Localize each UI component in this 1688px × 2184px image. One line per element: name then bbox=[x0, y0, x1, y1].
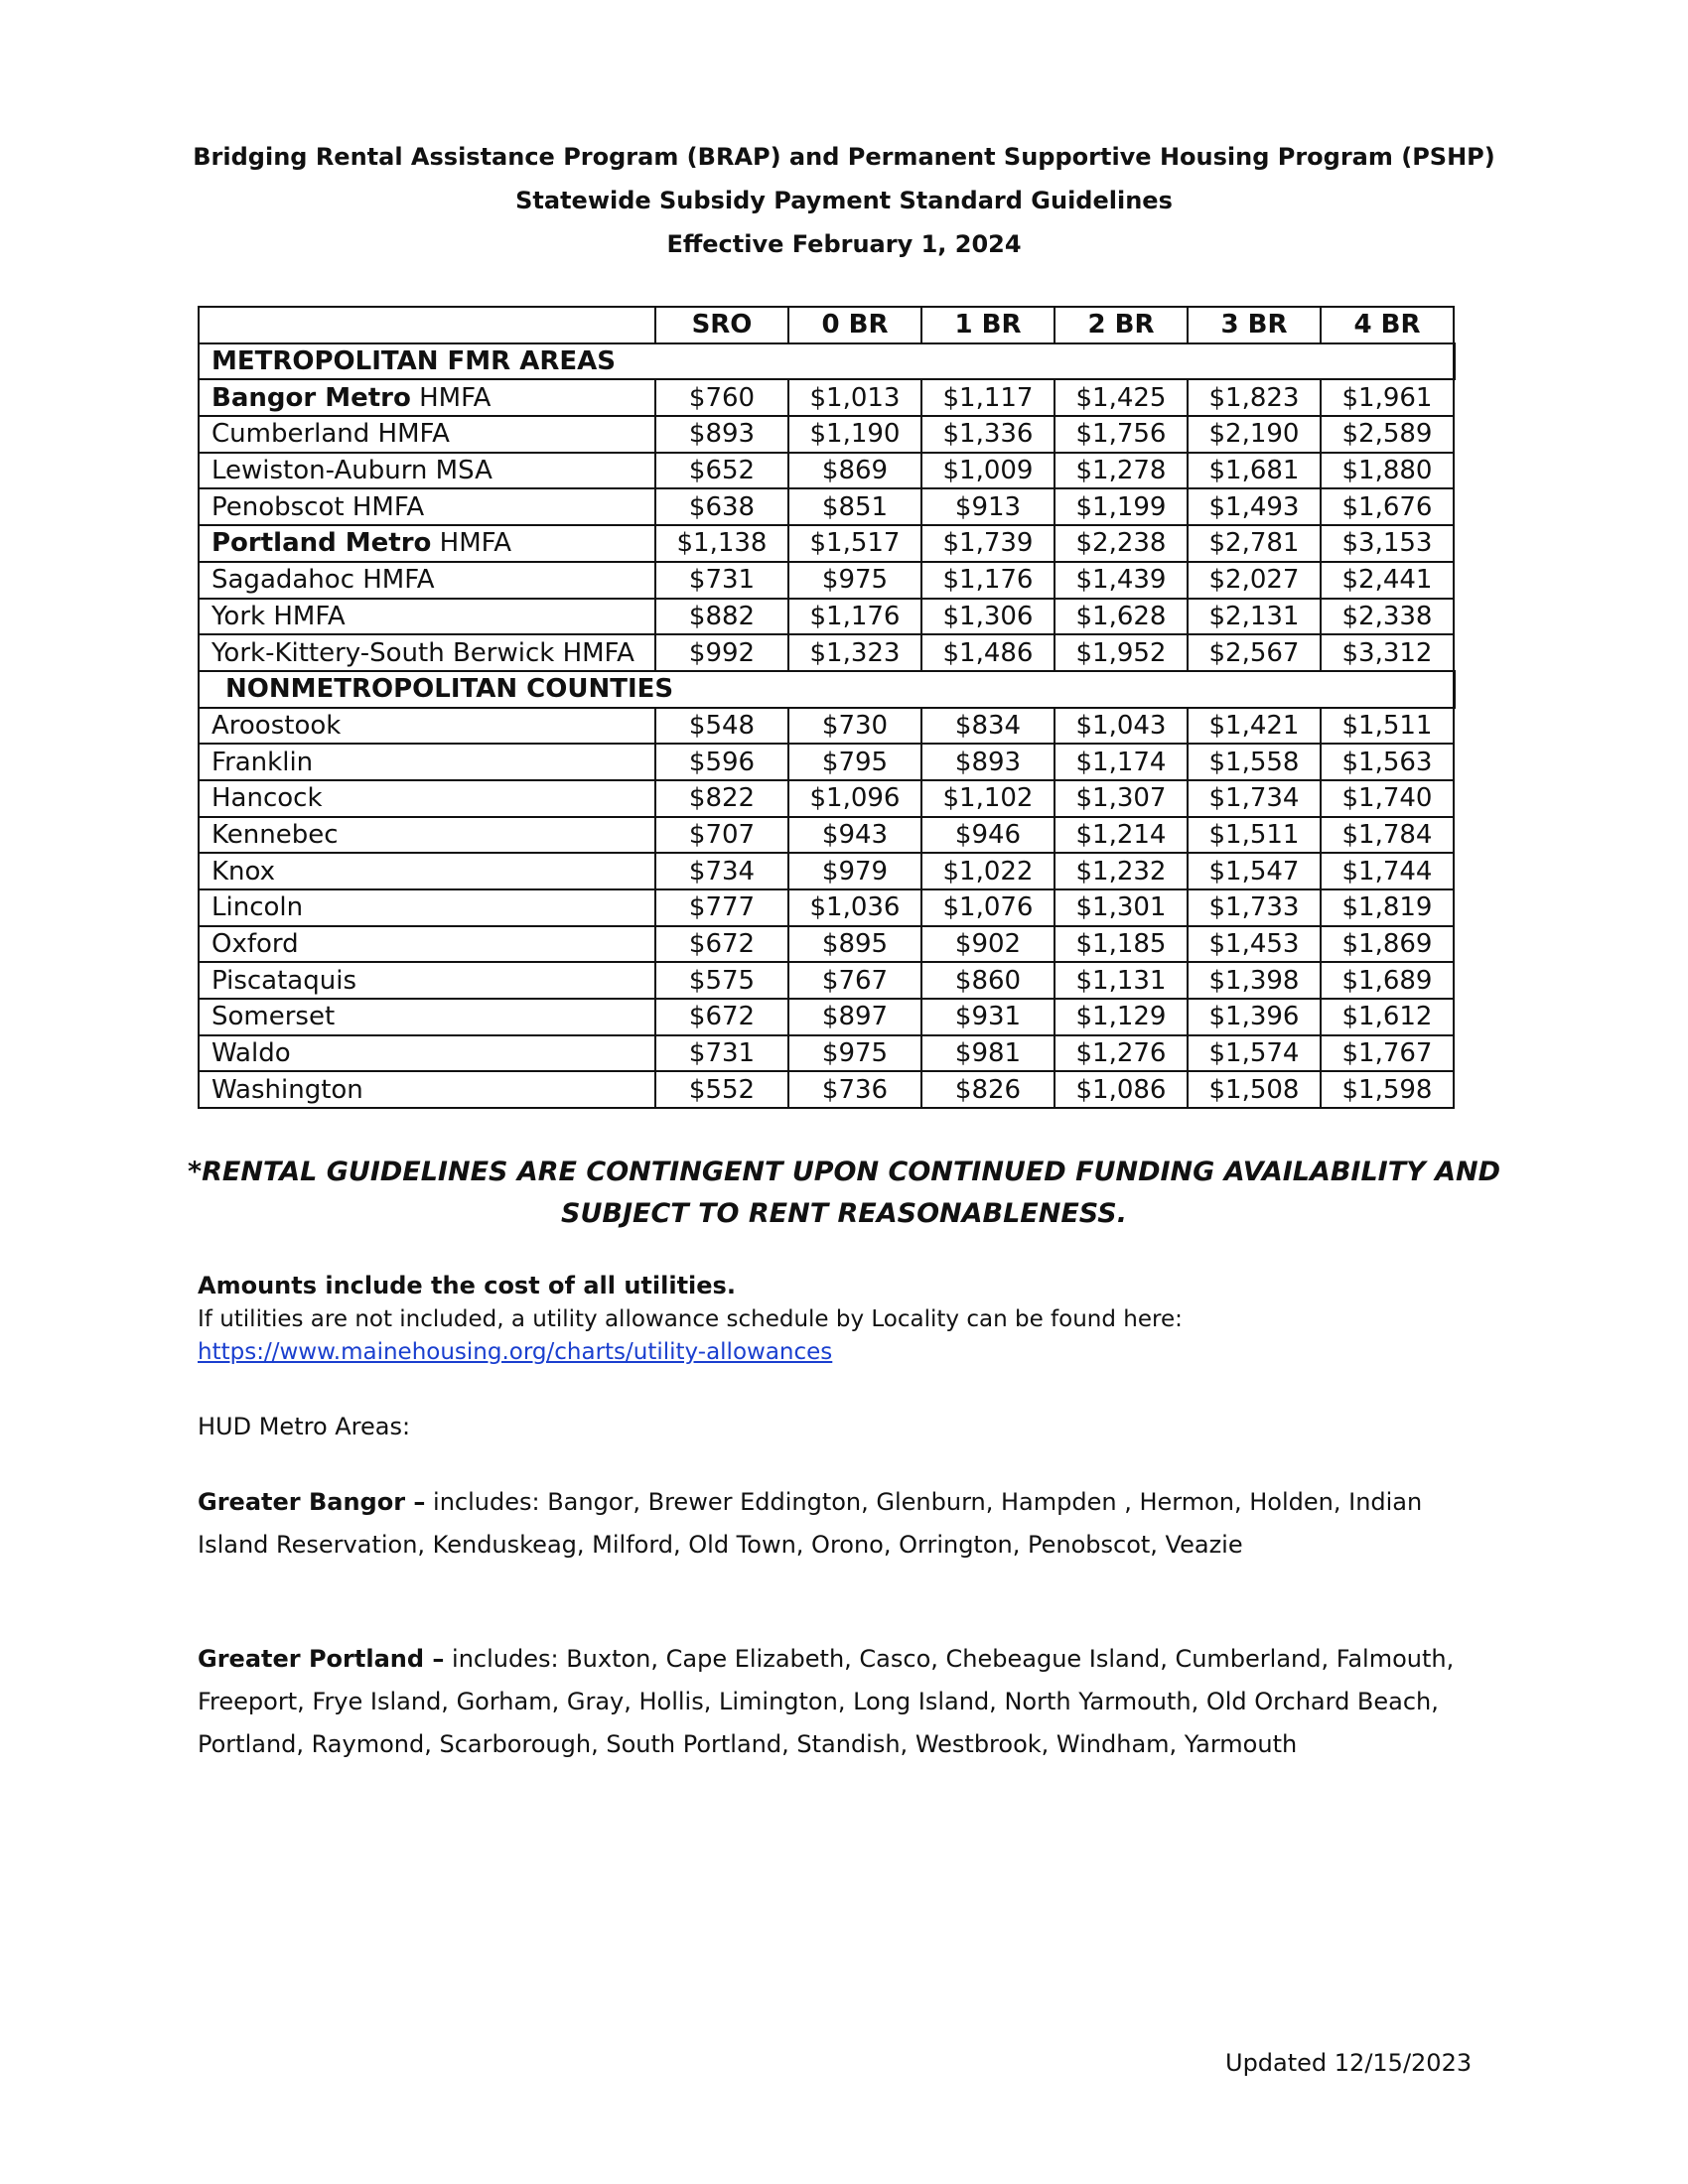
title-line-2: Statewide Subsidy Payment Standard Guidelines bbox=[515, 187, 1173, 214]
rate-cell: $1,176 bbox=[788, 599, 921, 635]
rate-cell: $1,022 bbox=[921, 853, 1055, 889]
rate-cell: $981 bbox=[921, 1035, 1055, 1072]
area-name-cell bbox=[199, 453, 655, 489]
rate-cell: $1,508 bbox=[1188, 1071, 1321, 1108]
rate-cell: $1,676 bbox=[1321, 488, 1454, 525]
rate-cell: $1,547 bbox=[1188, 853, 1321, 889]
rate-cell: $1,398 bbox=[1188, 962, 1321, 999]
rate-cell: $575 bbox=[655, 962, 788, 999]
section-header: NONMETROPOLITAN COUNTIES bbox=[199, 671, 1454, 708]
column-header bbox=[199, 307, 655, 343]
rate-cell: $869 bbox=[788, 453, 921, 489]
greater-portland-label: Greater Portland – bbox=[198, 1645, 445, 1673]
area-name-cell bbox=[199, 634, 655, 671]
hud-metro-areas-heading: HUD Metro Areas: bbox=[198, 1413, 411, 1440]
rate-cell: $1,306 bbox=[921, 599, 1055, 635]
rate-cell: $1,961 bbox=[1321, 379, 1454, 416]
rate-cell: $1,511 bbox=[1188, 817, 1321, 854]
rate-cell: $652 bbox=[655, 453, 788, 489]
area-name: York-Kittery-South Berwick HMFA bbox=[211, 637, 634, 668]
rate-cell: $767 bbox=[788, 962, 921, 999]
rate-cell: $1,214 bbox=[1055, 817, 1188, 854]
rate-cell: $1,396 bbox=[1188, 999, 1321, 1035]
utilities-note-heading: Amounts include the cost of all utilities. bbox=[198, 1272, 736, 1299]
county-name-cell: Aroostook bbox=[199, 708, 655, 745]
rate-cell: $1,598 bbox=[1321, 1071, 1454, 1108]
rate-cell: $548 bbox=[655, 708, 788, 745]
column-header: SRO bbox=[655, 307, 788, 343]
rate-cell: $2,190 bbox=[1188, 416, 1321, 453]
rate-cell: $1,102 bbox=[921, 780, 1055, 817]
county-name-cell: Somerset bbox=[199, 999, 655, 1035]
rate-cell: $638 bbox=[655, 488, 788, 525]
rate-cell: $760 bbox=[655, 379, 788, 416]
rate-cell: $1,453 bbox=[1188, 926, 1321, 963]
table-row bbox=[199, 853, 1454, 889]
rate-cell: $943 bbox=[788, 817, 921, 854]
table-row bbox=[199, 780, 1454, 817]
rate-cell: $1,744 bbox=[1321, 853, 1454, 889]
rate-cell: $1,517 bbox=[788, 525, 921, 562]
rate-cell: $1,199 bbox=[1055, 488, 1188, 525]
greater-portland-paragraph bbox=[198, 1638, 1508, 1766]
rate-cell: $672 bbox=[655, 926, 788, 963]
rate-cell: $1,486 bbox=[921, 634, 1055, 671]
rate-cell: $893 bbox=[921, 744, 1055, 780]
rate-cell: $1,740 bbox=[1321, 780, 1454, 817]
rate-cell: $2,027 bbox=[1188, 562, 1321, 599]
rate-cell: $1,076 bbox=[921, 889, 1055, 926]
rate-cell: $1,185 bbox=[1055, 926, 1188, 963]
rate-cell: $1,869 bbox=[1321, 926, 1454, 963]
rate-cell: $1,425 bbox=[1055, 379, 1188, 416]
utilities-note-text: If utilities are not included, a utility allowance schedule by Locality can be found here: bbox=[198, 1306, 1183, 1332]
rate-cell: $2,131 bbox=[1188, 599, 1321, 635]
rate-cell: $1,307 bbox=[1055, 780, 1188, 817]
title-line-1: Bridging Rental Assistance Program (BRAP) and Permanent Supportive Housing Program (PSHP) bbox=[193, 143, 1495, 171]
area-name: HMFA bbox=[410, 382, 492, 413]
rate-cell: $1,612 bbox=[1321, 999, 1454, 1035]
rate-cell: $1,043 bbox=[1055, 708, 1188, 745]
rate-cell: $1,232 bbox=[1055, 853, 1188, 889]
title-line-3: Effective February 1, 2024 bbox=[666, 230, 1022, 258]
rate-cell: $734 bbox=[655, 853, 788, 889]
rate-cell: $2,441 bbox=[1321, 562, 1454, 599]
rate-cell: $1,009 bbox=[921, 453, 1055, 489]
area-name-cell bbox=[199, 416, 655, 453]
county-name-cell: Franklin bbox=[199, 744, 655, 780]
column-header: 1 BR bbox=[921, 307, 1055, 343]
area-name-cell bbox=[199, 525, 655, 562]
table-body bbox=[199, 343, 1454, 1108]
rate-cell: $822 bbox=[655, 780, 788, 817]
rate-cell: $2,238 bbox=[1055, 525, 1188, 562]
rate-cell: $979 bbox=[788, 853, 921, 889]
rate-cell: $1,421 bbox=[1188, 708, 1321, 745]
rate-cell: $3,153 bbox=[1321, 525, 1454, 562]
area-name-bold: Portland Metro bbox=[211, 528, 432, 559]
rate-cell: $552 bbox=[655, 1071, 788, 1108]
rate-cell: $2,338 bbox=[1321, 599, 1454, 635]
table-row bbox=[199, 999, 1454, 1035]
rate-cell: $2,567 bbox=[1188, 634, 1321, 671]
rate-cell: $992 bbox=[655, 634, 788, 671]
rate-cell: $1,439 bbox=[1055, 562, 1188, 599]
rate-cell: $3,312 bbox=[1321, 634, 1454, 671]
rate-cell: $596 bbox=[655, 744, 788, 780]
table-row bbox=[199, 926, 1454, 963]
section-header: METROPOLITAN FMR AREAS bbox=[199, 343, 1454, 380]
table-row bbox=[199, 1071, 1454, 1108]
funding-disclaimer bbox=[0, 1152, 1688, 1235]
rate-cell: $1,174 bbox=[1055, 744, 1188, 780]
table-row bbox=[199, 379, 1454, 416]
table-row bbox=[199, 708, 1454, 745]
rate-cell: $826 bbox=[921, 1071, 1055, 1108]
rate-cell: $1,880 bbox=[1321, 453, 1454, 489]
disclaimer-line-1: *RENTAL GUIDELINES ARE CONTINGENT UPON CONTINUED FUNDING AVAILABILITY AND bbox=[187, 1157, 1501, 1187]
table-row bbox=[199, 525, 1454, 562]
rate-cell: $730 bbox=[788, 708, 921, 745]
rate-cell: $860 bbox=[921, 962, 1055, 999]
rate-cell: $1,681 bbox=[1188, 453, 1321, 489]
rate-cell: $1,176 bbox=[921, 562, 1055, 599]
greater-bangor-text-1: includes: Bangor, Brewer Eddington, Glenburn, Hampden , Hermon, Holden, Indian bbox=[425, 1488, 1423, 1516]
rate-cell: $1,767 bbox=[1321, 1035, 1454, 1072]
county-name-cell: Kennebec bbox=[199, 817, 655, 854]
greater-portland-text-1: includes: Buxton, Cape Elizabeth, Casco, Chebeague Island, Cumberland, Falmouth, bbox=[444, 1645, 1455, 1673]
rate-cell: $1,301 bbox=[1055, 889, 1188, 926]
greater-bangor-text-2: Island Reservation, Kenduskeag, Milford, Old Town, Orono, Orrington, Penobscot, Veazie bbox=[198, 1531, 1243, 1559]
rate-cell: $1,086 bbox=[1055, 1071, 1188, 1108]
rate-cell: $1,493 bbox=[1188, 488, 1321, 525]
rate-cell: $1,190 bbox=[788, 416, 921, 453]
column-header: 0 BR bbox=[788, 307, 921, 343]
rate-cell: $1,784 bbox=[1321, 817, 1454, 854]
area-name: Sagadahoc HMFA bbox=[211, 565, 435, 596]
rate-cell: $1,563 bbox=[1321, 744, 1454, 780]
document-title bbox=[0, 135, 1688, 266]
table-row bbox=[199, 962, 1454, 999]
rate-cell: $902 bbox=[921, 926, 1055, 963]
disclaimer-line-2: SUBJECT TO RENT REASONABLENESS. bbox=[561, 1198, 1127, 1229]
area-name: HMFA bbox=[431, 528, 512, 559]
greater-bangor-paragraph bbox=[198, 1481, 1508, 1567]
rate-cell: $1,952 bbox=[1055, 634, 1188, 671]
greater-bangor-label: Greater Bangor – bbox=[198, 1488, 426, 1516]
area-name: Lewiston-Auburn MSA bbox=[211, 456, 492, 486]
rate-cell: $1,129 bbox=[1055, 999, 1188, 1035]
county-name-cell: Washington bbox=[199, 1071, 655, 1108]
county-name-cell: Waldo bbox=[199, 1035, 655, 1072]
rate-cell: $795 bbox=[788, 744, 921, 780]
rate-cell: $851 bbox=[788, 488, 921, 525]
area-name-cell bbox=[199, 562, 655, 599]
rate-cell: $1,323 bbox=[788, 634, 921, 671]
rate-cell: $1,013 bbox=[788, 379, 921, 416]
county-name-cell: Oxford bbox=[199, 926, 655, 963]
rate-cell: $1,036 bbox=[788, 889, 921, 926]
table-row bbox=[199, 562, 1454, 599]
rate-cell: $731 bbox=[655, 1035, 788, 1072]
rate-cell: $1,689 bbox=[1321, 962, 1454, 999]
greater-portland-text-2: Freeport, Frye Island, Gorham, Gray, Hollis, Limington, Long Island, North Yarmouth, Old Orchard Beach, bbox=[198, 1688, 1439, 1715]
rate-cell: $913 bbox=[921, 488, 1055, 525]
rate-cell: $1,574 bbox=[1188, 1035, 1321, 1072]
rate-cell: $1,628 bbox=[1055, 599, 1188, 635]
area-name-cell bbox=[199, 599, 655, 635]
rate-cell: $1,558 bbox=[1188, 744, 1321, 780]
rate-cell: $1,276 bbox=[1055, 1035, 1188, 1072]
rate-cell: $1,739 bbox=[921, 525, 1055, 562]
rate-cell: $1,733 bbox=[1188, 889, 1321, 926]
table-row bbox=[199, 416, 1454, 453]
rate-cell: $834 bbox=[921, 708, 1055, 745]
rate-cell: $1,131 bbox=[1055, 962, 1188, 999]
greater-portland-text-3: Portland, Raymond, Scarborough, South Portland, Standish, Westbrook, Windham, Yarmouth bbox=[198, 1730, 1298, 1758]
table-row bbox=[199, 453, 1454, 489]
county-name-cell: Lincoln bbox=[199, 889, 655, 926]
table-header-row bbox=[199, 307, 1454, 343]
rate-cell: $1,117 bbox=[921, 379, 1055, 416]
column-header: 2 BR bbox=[1055, 307, 1188, 343]
area-name-cell bbox=[199, 488, 655, 525]
rate-cell: $777 bbox=[655, 889, 788, 926]
rate-cell: $1,734 bbox=[1188, 780, 1321, 817]
column-header: 3 BR bbox=[1188, 307, 1321, 343]
table-row bbox=[199, 599, 1454, 635]
rate-cell: $1,819 bbox=[1321, 889, 1454, 926]
rate-cell: $736 bbox=[788, 1071, 921, 1108]
county-name-cell: Hancock bbox=[199, 780, 655, 817]
payment-standard-table bbox=[198, 306, 1456, 1109]
rate-cell: $946 bbox=[921, 817, 1055, 854]
rate-cell: $1,138 bbox=[655, 525, 788, 562]
rate-cell: $2,781 bbox=[1188, 525, 1321, 562]
rate-cell: $707 bbox=[655, 817, 788, 854]
updated-date: Updated 12/15/2023 bbox=[1225, 2049, 1473, 2077]
rate-cell: $975 bbox=[788, 1035, 921, 1072]
rate-cell: $1,278 bbox=[1055, 453, 1188, 489]
section-header-row bbox=[199, 343, 1454, 380]
rate-cell: $672 bbox=[655, 999, 788, 1035]
table-row bbox=[199, 817, 1454, 854]
table-row bbox=[199, 1035, 1454, 1072]
utility-allowances-link[interactable]: https://www.mainehousing.org/charts/utility-allowances bbox=[198, 1339, 833, 1365]
rate-cell: $1,756 bbox=[1055, 416, 1188, 453]
table-row bbox=[199, 488, 1454, 525]
table-row bbox=[199, 889, 1454, 926]
rate-cell: $895 bbox=[788, 926, 921, 963]
rate-cell: $1,823 bbox=[1188, 379, 1321, 416]
rate-cell: $931 bbox=[921, 999, 1055, 1035]
area-name: Cumberland HMFA bbox=[211, 419, 450, 450]
county-name-cell: Piscataquis bbox=[199, 962, 655, 999]
area-name: York HMFA bbox=[211, 601, 346, 631]
rate-cell: $1,336 bbox=[921, 416, 1055, 453]
rate-cell: $975 bbox=[788, 562, 921, 599]
table-row bbox=[199, 744, 1454, 780]
area-name-cell bbox=[199, 379, 655, 416]
section-header-row bbox=[199, 671, 1454, 708]
rate-cell: $1,096 bbox=[788, 780, 921, 817]
table-row bbox=[199, 634, 1454, 671]
county-name-cell: Knox bbox=[199, 853, 655, 889]
column-header: 4 BR bbox=[1321, 307, 1454, 343]
rate-cell: $882 bbox=[655, 599, 788, 635]
rate-cell: $731 bbox=[655, 562, 788, 599]
rate-cell: $2,589 bbox=[1321, 416, 1454, 453]
rate-cell: $897 bbox=[788, 999, 921, 1035]
rate-cell: $893 bbox=[655, 416, 788, 453]
rate-cell: $1,511 bbox=[1321, 708, 1454, 745]
area-name: Penobscot HMFA bbox=[211, 491, 425, 522]
area-name-bold: Bangor Metro bbox=[211, 382, 411, 413]
